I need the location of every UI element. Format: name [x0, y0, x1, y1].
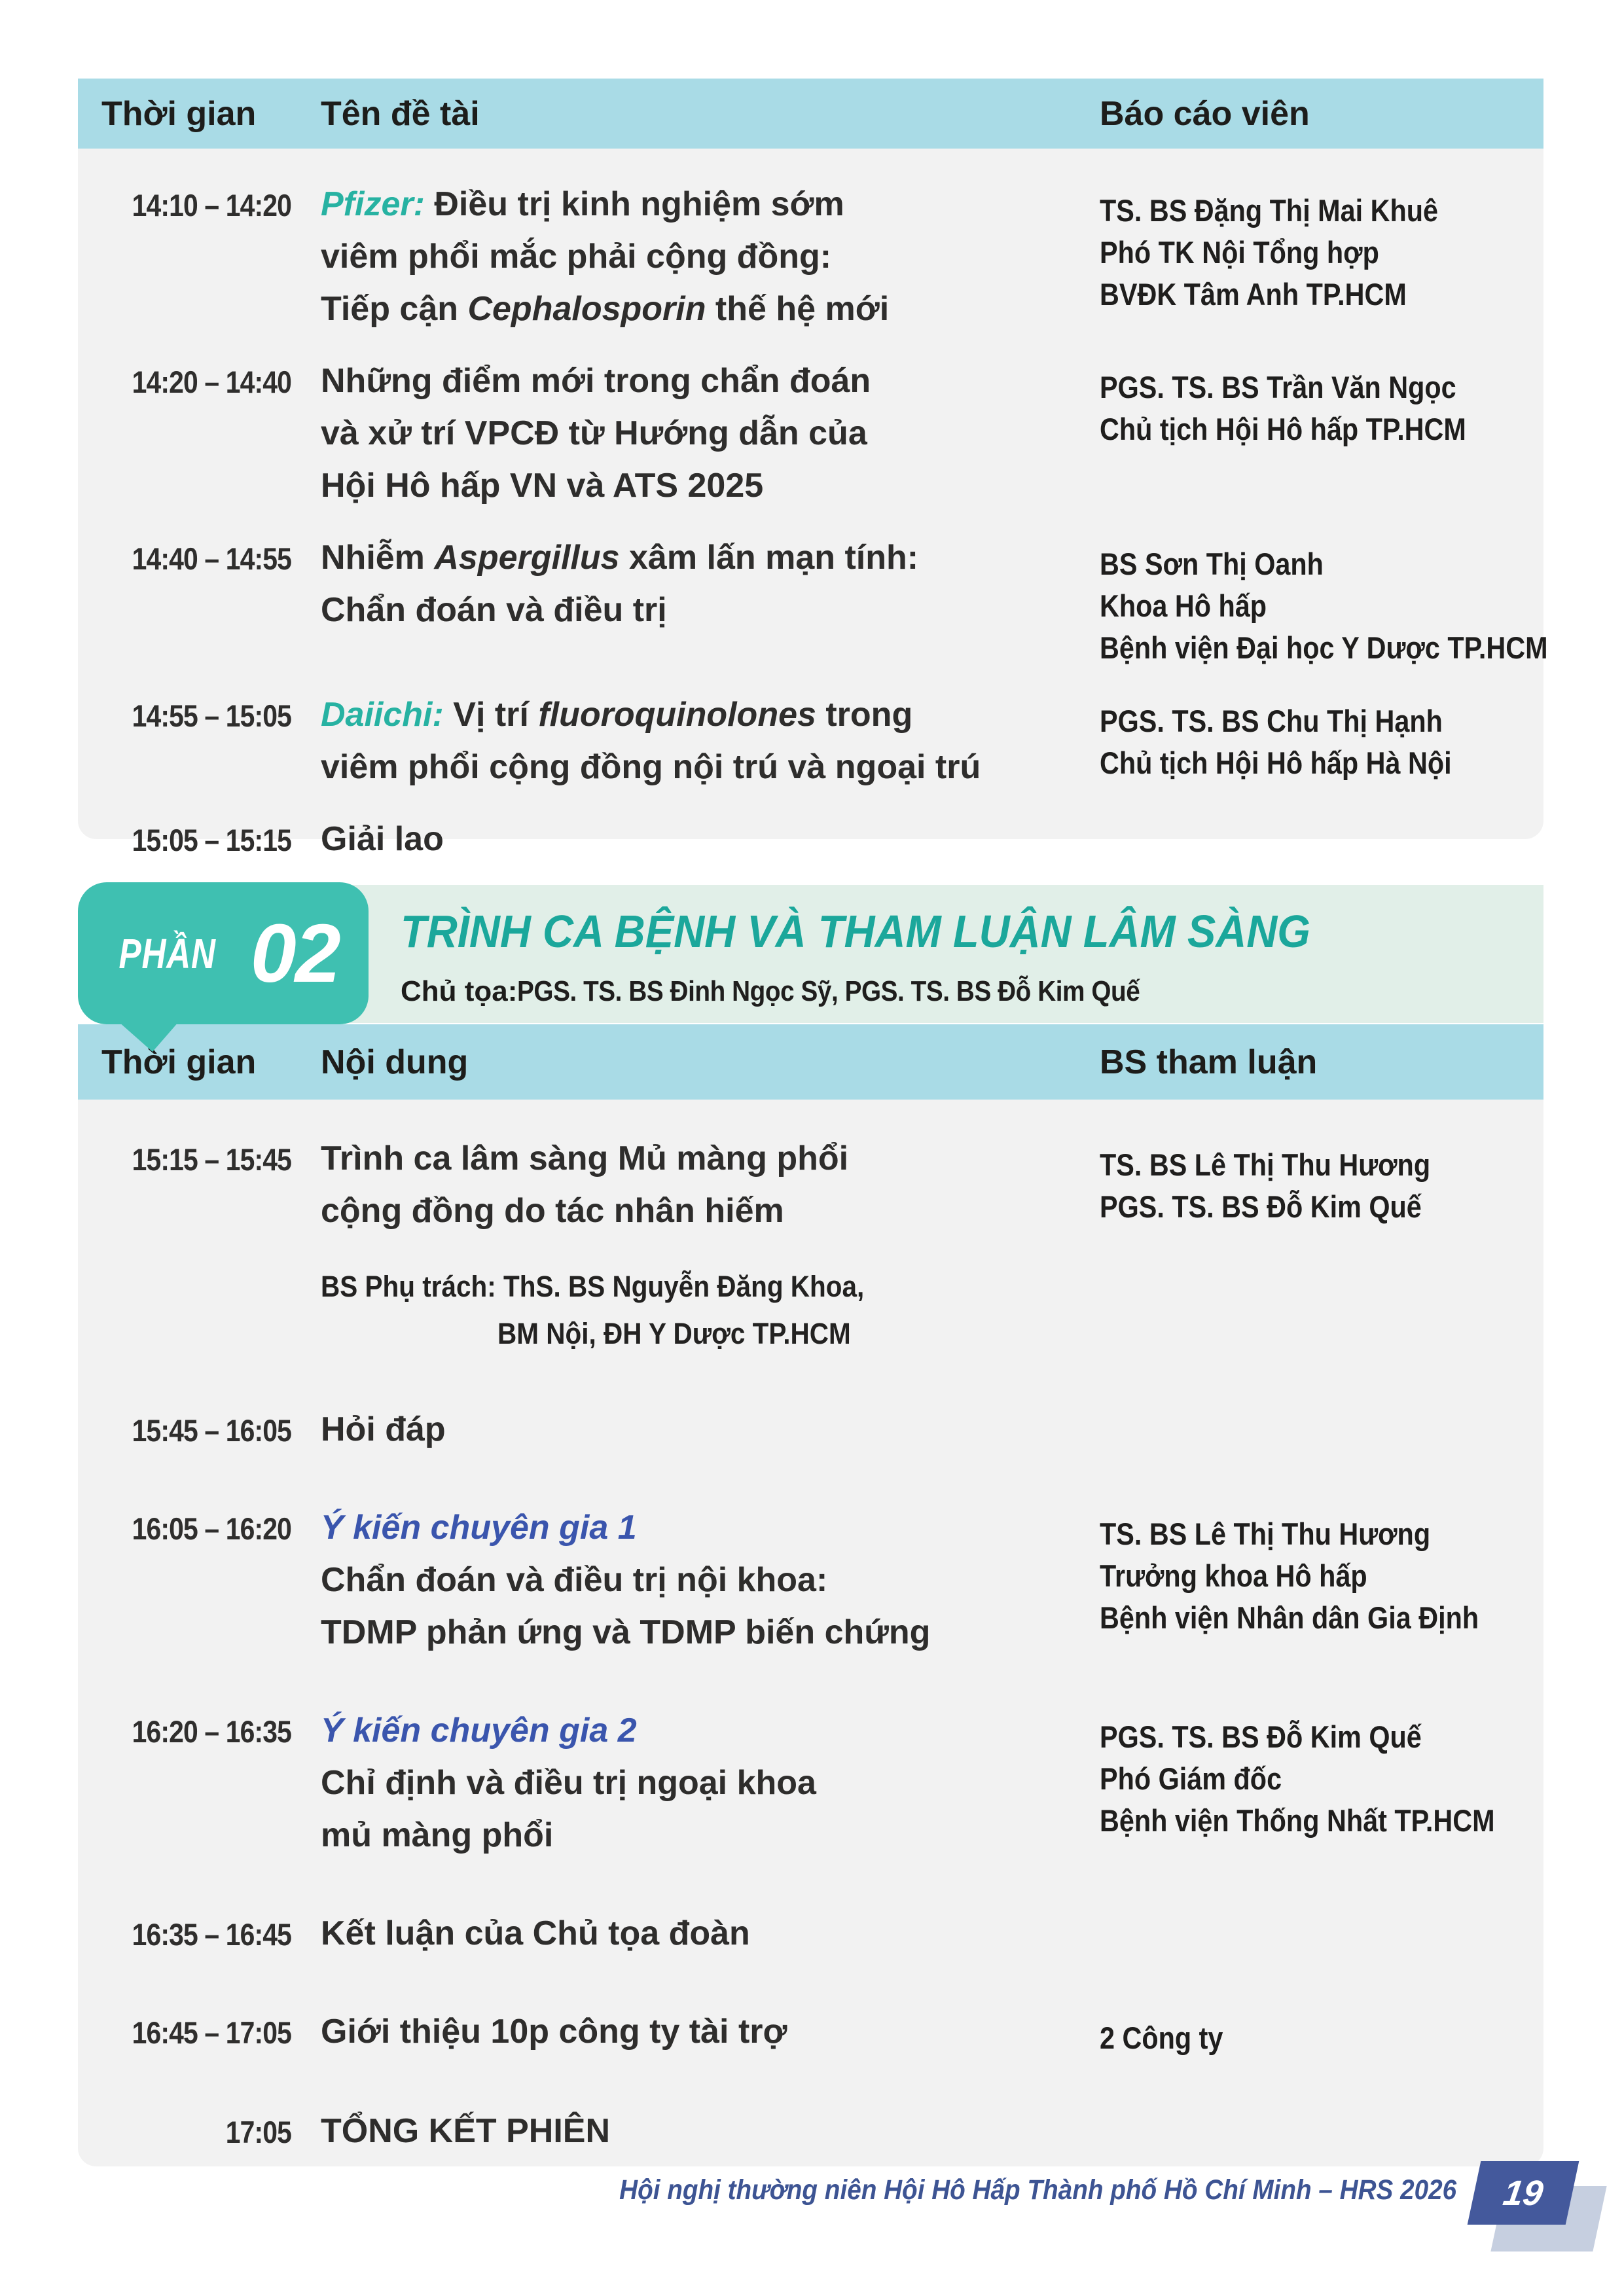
- session1-header-row: [78, 79, 1543, 149]
- topic-line: [321, 689, 1067, 741]
- table-row: [78, 689, 1543, 793]
- topic-text: TỔNG KẾT PHIÊN: [321, 2112, 611, 2150]
- topic-text: Ý kiến chuyên gia 2: [321, 1712, 637, 1749]
- part-02-badge: [78, 882, 369, 1024]
- topic-text: BS Phụ trách: ThS. BS Nguyễn Đăng Khoa,: [321, 1270, 865, 1303]
- table-row: [78, 1704, 1543, 1861]
- topic-line: [321, 1907, 1067, 1960]
- sponsor-label: Daiichi:: [321, 696, 444, 734]
- table-row: [78, 2105, 1543, 2157]
- time-cell: 16:20 – 16:35: [132, 1714, 291, 1749]
- speaker-line: PGS. TS. BS Chu Thị Hạnh: [1100, 704, 1443, 738]
- table-row: [78, 531, 1548, 669]
- time-cell: 16:35 – 16:45: [132, 1917, 291, 1952]
- time-cell: 14:10 – 14:20: [132, 188, 291, 223]
- speaker-cell: [1100, 2005, 1490, 2059]
- topic-line: [321, 355, 1067, 407]
- topic-line: [321, 1501, 1067, 1554]
- topic-text: viêm phổi cộng đồng nội trú và ngoại trú: [321, 748, 981, 786]
- time-cell: 14:20 – 14:40: [132, 365, 291, 399]
- topic-line: [321, 2005, 1067, 2058]
- time-cell: 14:55 – 15:05: [132, 698, 291, 733]
- topic-line: [321, 2105, 1067, 2157]
- speaker-cell: [1100, 1132, 1490, 1357]
- column-header-panelist: BS tham luận: [1100, 1043, 1318, 1081]
- speaker-cell: [1100, 1907, 1490, 1960]
- session1-rows: [78, 178, 1548, 865]
- topic-text: Những điểm mới trong chẩn đoán: [321, 362, 871, 400]
- speaker-line: PGS. TS. BS Trần Văn Ngọc: [1100, 370, 1456, 404]
- speaker-line: TS. BS Đặng Thị Mai Khuê: [1100, 193, 1439, 228]
- speaker-line: BVĐK Tâm Anh TP.HCM: [1100, 277, 1407, 312]
- topic-text: Tiếp cận: [321, 290, 468, 328]
- table-row: [78, 2005, 1543, 2059]
- topic-line: [321, 813, 1067, 865]
- topic-text: Giải lao: [321, 820, 444, 858]
- time-cell: 17:05: [225, 2115, 291, 2149]
- topic-text: Điều trị kinh nghiệm sớm: [424, 185, 844, 223]
- speaker-cell: [1100, 1501, 1490, 1659]
- topic-text: và xử trí VPCĐ từ Hướng dẫn của: [321, 414, 867, 452]
- topic-cell: [291, 531, 1100, 669]
- time-cell: 14:40 – 14:55: [132, 541, 291, 576]
- topic-cell: [291, 1704, 1100, 1861]
- speaker-cell: [1100, 178, 1490, 335]
- time-cell: 16:45 – 17:05: [132, 2015, 291, 2050]
- topic-text: fluoroquinolones: [538, 696, 816, 734]
- page-number: 19: [1500, 2173, 1546, 2213]
- topic-text: TDMP phản ứng và TDMP biến chứng: [321, 1613, 931, 1651]
- speaker-line: BS Sơn Thị Oanh: [1100, 547, 1324, 581]
- table-row: [78, 178, 1543, 335]
- column-header-time: Thời gian: [101, 1043, 257, 1081]
- topic-cell: [291, 178, 1100, 335]
- topic-cell: [291, 1132, 1100, 1357]
- topic-cell: [291, 2105, 1100, 2157]
- topic-line: [321, 1132, 1067, 1185]
- topic-text: mủ màng phổi: [321, 1816, 554, 1854]
- table-row: [78, 1132, 1543, 1357]
- speaker-line: Chủ tịch Hội Hô hấp TP.HCM: [1100, 412, 1466, 446]
- session2-header-row: [78, 1024, 1543, 1100]
- part-number: 02: [250, 907, 340, 999]
- topic-text: Chẩn đoán và điều trị: [321, 591, 667, 629]
- topic-text: Chỉ định và điều trị ngoại khoa: [321, 1764, 816, 1802]
- topic-line: [321, 1757, 1067, 1809]
- speaker-line: TS. BS Lê Thị Thu Hương: [1100, 1147, 1431, 1182]
- session2-header-band: [78, 1024, 1543, 1100]
- topic-text: Trình ca lâm sàng Mủ màng phổi: [321, 1139, 849, 1177]
- topic-line: [321, 1310, 992, 1357]
- footer-conference-title: Hội nghị thường niên Hội Hô Hấp Thành phố Hồ Chí Minh – HRS 2026: [619, 2174, 1456, 2206]
- session1-table: [78, 149, 1548, 858]
- speaker-cell: [1100, 531, 1548, 669]
- table-row: [78, 355, 1543, 512]
- speaker-cell: [1100, 1704, 1495, 1861]
- topic-cell: [291, 1501, 1100, 1659]
- topic-line: [321, 1809, 1067, 1861]
- topic-text: BM Nội, ĐH Y Dược TP.HCM: [497, 1317, 851, 1350]
- topic-line: [321, 1403, 1067, 1456]
- badge-tail-icon: [118, 1022, 179, 1052]
- speaker-line: PGS. TS. BS Đỗ Kim Quế: [1100, 1719, 1422, 1754]
- topic-text: thế hệ mới: [706, 290, 890, 328]
- speaker-line: Phó Giám đốc: [1100, 1761, 1282, 1796]
- time-cell: 15:05 – 15:15: [132, 823, 291, 857]
- page-number-badge: [1468, 2161, 1579, 2225]
- speaker-cell: [1100, 355, 1490, 512]
- sponsor-label: Pfizer:: [321, 185, 425, 223]
- table-row: [78, 1501, 1543, 1659]
- topic-text: Giới thiệu 10p công ty tài trợ: [321, 2013, 787, 2051]
- speaker-line: Bệnh viện Nhân dân Gia Định: [1100, 1600, 1479, 1635]
- topic-text: cộng đồng do tác nhân hiếm: [321, 1192, 784, 1230]
- table-row: [78, 813, 1543, 865]
- topic-cell: [291, 1907, 1100, 1960]
- speaker-line: TS. BS Lê Thị Thu Hương: [1100, 1516, 1431, 1551]
- speaker-line: Chủ tịch Hội Hô hấp Hà Nội: [1100, 745, 1452, 780]
- speaker-line: Trưởng khoa Hô hấp: [1100, 1558, 1367, 1593]
- topic-text: Cephalosporin: [467, 290, 706, 328]
- table-row: [78, 1403, 1543, 1456]
- speaker-cell: [1100, 813, 1490, 865]
- topic-cell: [291, 689, 1100, 793]
- speaker-line: Bệnh viện Đại học Y Dược TP.HCM: [1100, 630, 1548, 665]
- topic-cell: [291, 2005, 1100, 2059]
- topic-cell: [291, 1403, 1100, 1456]
- speaker-cell: [1100, 2105, 1490, 2157]
- chair-label: Chủ tọa:: [401, 975, 518, 1007]
- section-chair-line: [401, 975, 1225, 1008]
- topic-text: Kết luận của Chủ tọa đoàn: [321, 1914, 750, 1952]
- speaker-cell: [1100, 689, 1490, 793]
- time-cell: 15:15 – 15:45: [132, 1142, 291, 1177]
- session2-table: [78, 1100, 1543, 2166]
- topic-line: [321, 1704, 1067, 1757]
- time-cell: 15:45 – 16:05: [132, 1413, 291, 1448]
- topic-text: Vị trí: [443, 696, 539, 734]
- topic-line: [321, 1263, 992, 1310]
- topic-line: [321, 407, 1067, 459]
- column-header-content: Nội dung: [321, 1043, 469, 1081]
- speaker-line: Bệnh viện Thống Nhất TP.HCM: [1100, 1803, 1495, 1838]
- topic-line: [321, 459, 1067, 512]
- speaker-cell: [1100, 1403, 1490, 1456]
- topic-line: [321, 283, 1067, 335]
- topic-text: Chẩn đoán và điều trị nội khoa:: [321, 1561, 828, 1599]
- topic-line: [321, 230, 1067, 283]
- topic-text: Aspergillus: [434, 539, 620, 577]
- speaker-line: Phó TK Nội Tổng hợp: [1100, 235, 1379, 270]
- table-row: [78, 1907, 1543, 1960]
- topic-line: [321, 1185, 1067, 1237]
- column-header-topic: Tên đề tài: [321, 94, 480, 133]
- topic-text: Nhiễm: [321, 539, 435, 577]
- topic-text: Hỏi đáp: [321, 1410, 446, 1448]
- topic-text: Hội Hô hấp VN và ATS 2025: [321, 467, 764, 505]
- topic-line: [321, 531, 1067, 584]
- speaker-line: 2 Công ty: [1100, 2020, 1223, 2055]
- column-header-time: Thời gian: [101, 94, 257, 133]
- topic-text: trong: [816, 696, 913, 734]
- speaker-line: PGS. TS. BS Đỗ Kim Quế: [1100, 1189, 1422, 1224]
- topic-text: viêm phổi mắc phải cộng đồng:: [321, 238, 832, 276]
- topic-cell: [291, 813, 1100, 865]
- topic-text: Ý kiến chuyên gia 1: [321, 1509, 637, 1547]
- topic-line: [321, 1606, 1067, 1659]
- topic-line: [321, 178, 1067, 230]
- topic-cell: [291, 355, 1100, 512]
- topic-line: [321, 584, 1067, 636]
- speaker-line: Khoa Hô hấp: [1100, 588, 1267, 623]
- topic-line: [321, 1554, 1067, 1606]
- session1-header-band: [78, 79, 1543, 149]
- session2-rows: [78, 1132, 1543, 2157]
- topic-text: xâm lấn mạn tính:: [619, 539, 919, 577]
- time-cell: 16:05 – 16:20: [132, 1511, 291, 1546]
- column-header-speaker: Báo cáo viên: [1100, 94, 1310, 133]
- topic-line: [321, 741, 1067, 793]
- chair-names: PGS. TS. BS Đinh Ngọc Sỹ, PGS. TS. BS Đỗ Kim Quế: [517, 975, 1140, 1007]
- section-title: TRÌNH CA BỆNH VÀ THAM LUẬN LÂM SÀNG: [401, 906, 1310, 957]
- part-label: PHẦN: [118, 929, 217, 977]
